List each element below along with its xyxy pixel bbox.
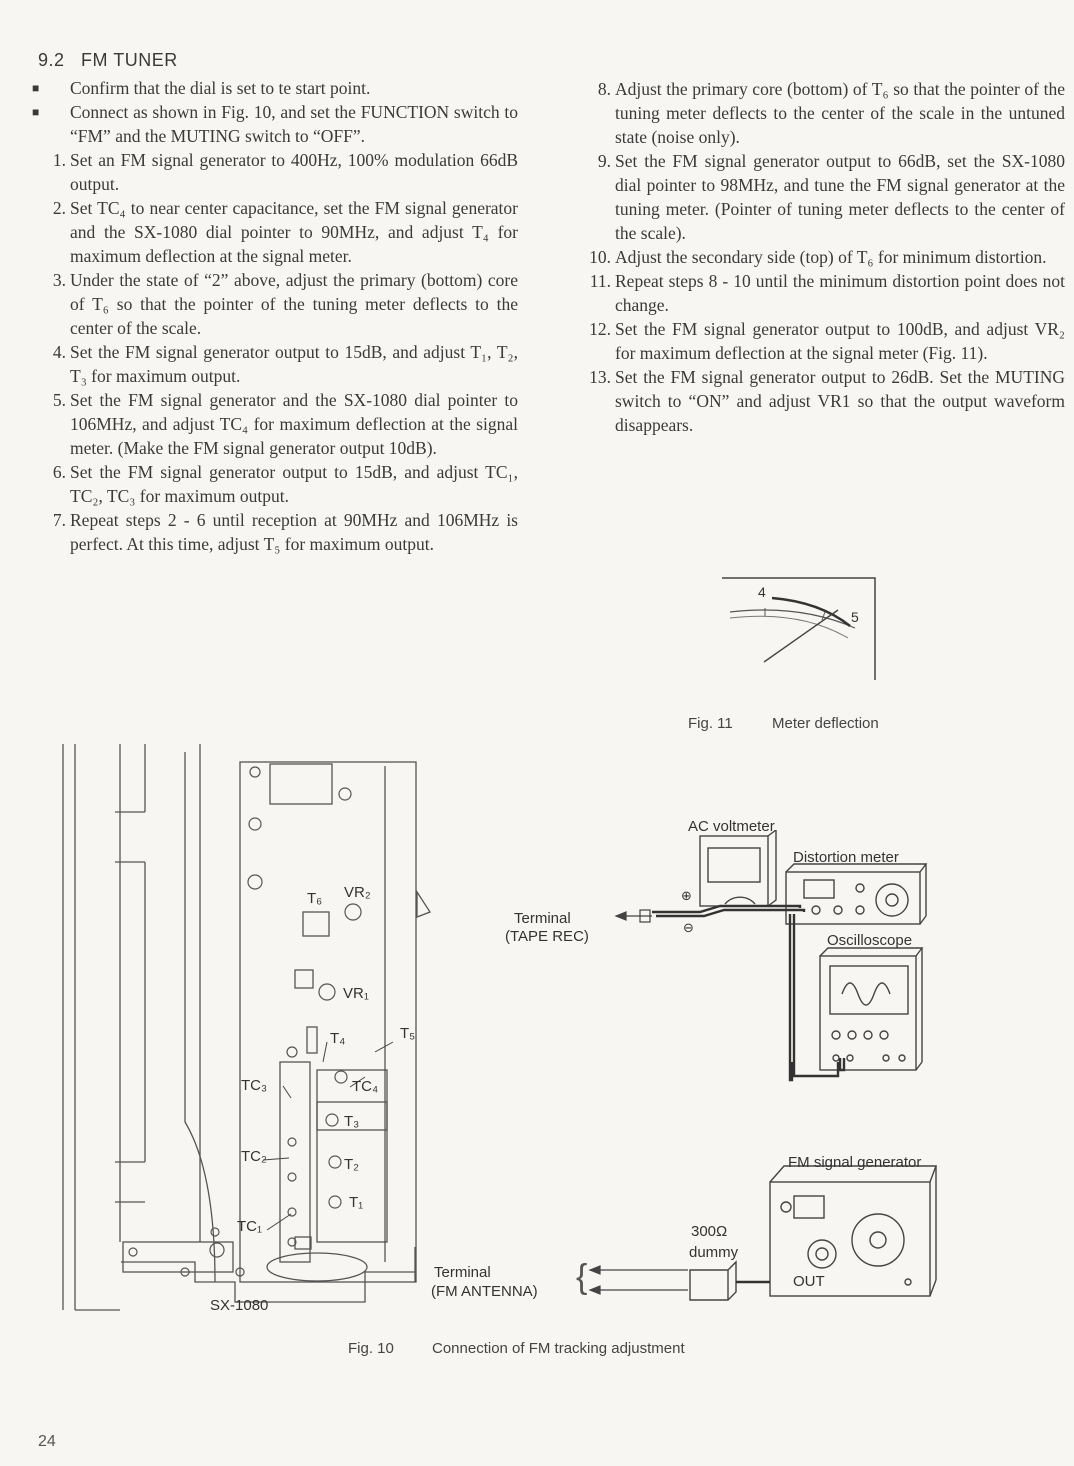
item-text: Set the FM signal generator output to 26dB. Set the MUTING switch to “ON” and adjust VR1 so that the output waveform disappears. <box>615 367 1065 435</box>
minus-terminal: ⊖ <box>683 920 694 935</box>
label-tc1: TC₁ <box>237 1218 263 1235</box>
section-title: FM TUNER <box>81 50 178 70</box>
label-t6: T₆ <box>307 890 323 907</box>
item-text: Set the FM signal generator output to 15dB, and adjust TC₁, TC₂, TC₃ for maximum output. <box>70 462 518 506</box>
meter-deflection-figure <box>720 576 880 682</box>
fig11-caption <box>688 715 879 732</box>
step-number: 8. <box>597 79 611 99</box>
list-item <box>30 76 518 100</box>
list-item <box>30 148 518 196</box>
fm-signal-generator-label: FM signal generator <box>788 1154 922 1171</box>
terminal-fm-antenna-line1: Terminal <box>434 1264 491 1281</box>
label-vr2: VR₂ <box>344 884 371 901</box>
step-number: 4. <box>52 342 66 362</box>
item-text: Set an FM signal generator to 400Hz, 100% modulation 66dB output. <box>70 150 518 194</box>
fig10-label: Fig. 10 <box>348 1340 394 1357</box>
terminal-tape-rec-sub: (TAPE REC) <box>505 928 589 945</box>
list-item <box>575 317 1065 365</box>
dummy-load-ohms: 300Ω <box>691 1223 728 1240</box>
instruments-drawing <box>580 830 950 1310</box>
left-column <box>30 76 518 556</box>
step-number: 11. <box>589 271 611 291</box>
meter-mark-4: 4 <box>758 584 766 600</box>
item-text: Adjust the primary core (bottom) of T₆ so that the pointer of the tuning meter deflects to the center of the scale in the untuned state (noise only). <box>615 79 1065 147</box>
label-tc4: TC₄ <box>352 1078 379 1095</box>
page-number: 24 <box>38 1433 56 1450</box>
item-text: Repeat steps 2 - 6 until reception at 90MHz and 106MHz is perfect. At this time, adjust T₅ for maximum output. <box>70 510 518 554</box>
terminal-tape-rec-line1: Terminal <box>514 910 571 927</box>
item-text: Adjust the secondary side (top) of T₆ for minimum distortion. <box>615 247 1047 267</box>
step-number: 2. <box>52 198 66 218</box>
oscilloscope-label: Oscilloscope <box>827 932 913 949</box>
step-number: 12. <box>589 319 611 339</box>
item-text: Set the FM signal generator and the SX-1080 dial pointer to 106MHz, and adjust TC₄ for maximum deflection at the signal meter. (Make the FM signal generator output 10dB). <box>70 390 518 458</box>
section-heading <box>38 50 178 71</box>
step-number: 6. <box>52 462 66 482</box>
label-t5: T₅ <box>400 1025 416 1042</box>
label-tc3: TC₃ <box>241 1077 268 1094</box>
fig11-caption-text: Meter deflection <box>772 715 879 732</box>
bullet-marker: ■ <box>32 81 40 95</box>
list-item <box>30 388 518 460</box>
list-item <box>30 100 518 148</box>
step-number: 10. <box>589 247 611 267</box>
dummy-load-label: dummy <box>689 1244 739 1261</box>
section-number: 9.2 <box>38 50 65 70</box>
label-t1: T₁ <box>349 1194 364 1211</box>
out-jack-label: OUT <box>793 1273 825 1290</box>
fig10-caption-text: Connection of FM tracking adjustment <box>432 1340 685 1357</box>
item-text: Under the state of “2” above, adjust the primary (bottom) core of T₆ so that the pointer of the tuning meter deflects to the center of the scale. <box>70 270 518 338</box>
item-text: Connect as shown in Fig. 10, and set the FUNCTION switch to “FM” and the MUTING switch to “OFF”. <box>70 102 518 146</box>
brace-icon: { <box>576 1258 588 1296</box>
item-text: Confirm that the dial is set to te start point. <box>70 78 371 98</box>
distortion-meter-label: Distortion meter <box>793 849 899 866</box>
label-t4: T₄ <box>330 1030 346 1047</box>
fig10-caption <box>348 1340 685 1357</box>
terminal-tape-rec-label <box>514 909 571 928</box>
list-item <box>30 196 518 268</box>
meter-mark-5: 5 <box>851 609 859 625</box>
item-text: Repeat steps 8 - 10 until the minimum distortion point does not change. <box>615 271 1065 315</box>
item-text: Set the FM signal generator output to 15dB, and adjust T₁, T₂, T₃ for maximum output. <box>70 342 518 386</box>
list-item <box>575 269 1065 317</box>
step-number: 13. <box>589 367 611 387</box>
right-column <box>575 77 1065 437</box>
plus-terminal: ⊕ <box>681 888 692 903</box>
step-number: 5. <box>52 390 66 410</box>
item-text: Set TC₄ to near center capacitance, set the FM signal generator and the SX-1080 dial pointer to 90MHz, and adjust T₄ for maximum deflection at the signal meter. <box>70 198 518 266</box>
step-number: 1. <box>52 150 66 170</box>
terminal-fm-antenna-line2: (FM ANTENNA) <box>431 1283 538 1300</box>
list-item <box>575 365 1065 437</box>
ac-voltmeter-label: AC voltmeter <box>688 818 775 835</box>
item-text: Set the FM signal generator output to 100dB, and adjust VR₂ for maximum deflection at the signal meter (Fig. 11). <box>615 319 1065 363</box>
fig11-label: Fig. 11 <box>688 715 733 732</box>
list-item <box>30 268 518 340</box>
step-number: 9. <box>597 151 611 171</box>
sx1080-chassis-drawing <box>55 742 435 1322</box>
list-item <box>30 340 518 388</box>
item-text: Set the FM signal generator output to 66dB, set the SX-1080 dial pointer to 98MHz, and tune the FM signal generator at the tuning meter. (Pointer of tuning meter deflects to the center of the scale). <box>615 151 1065 243</box>
label-t2: T₂ <box>344 1156 359 1173</box>
label-vr1: VR₁ <box>343 985 369 1002</box>
device-label: SX-1080 <box>210 1297 269 1314</box>
list-item <box>575 149 1065 245</box>
step-number: 3. <box>52 270 66 290</box>
label-t3: T₃ <box>344 1113 360 1130</box>
step-number: 7. <box>52 510 66 530</box>
label-tc2: TC₂ <box>241 1148 267 1165</box>
list-item <box>30 460 518 508</box>
list-item <box>575 245 1065 269</box>
list-item <box>30 508 518 556</box>
bullet-marker: ■ <box>32 105 40 119</box>
list-item <box>575 77 1065 149</box>
